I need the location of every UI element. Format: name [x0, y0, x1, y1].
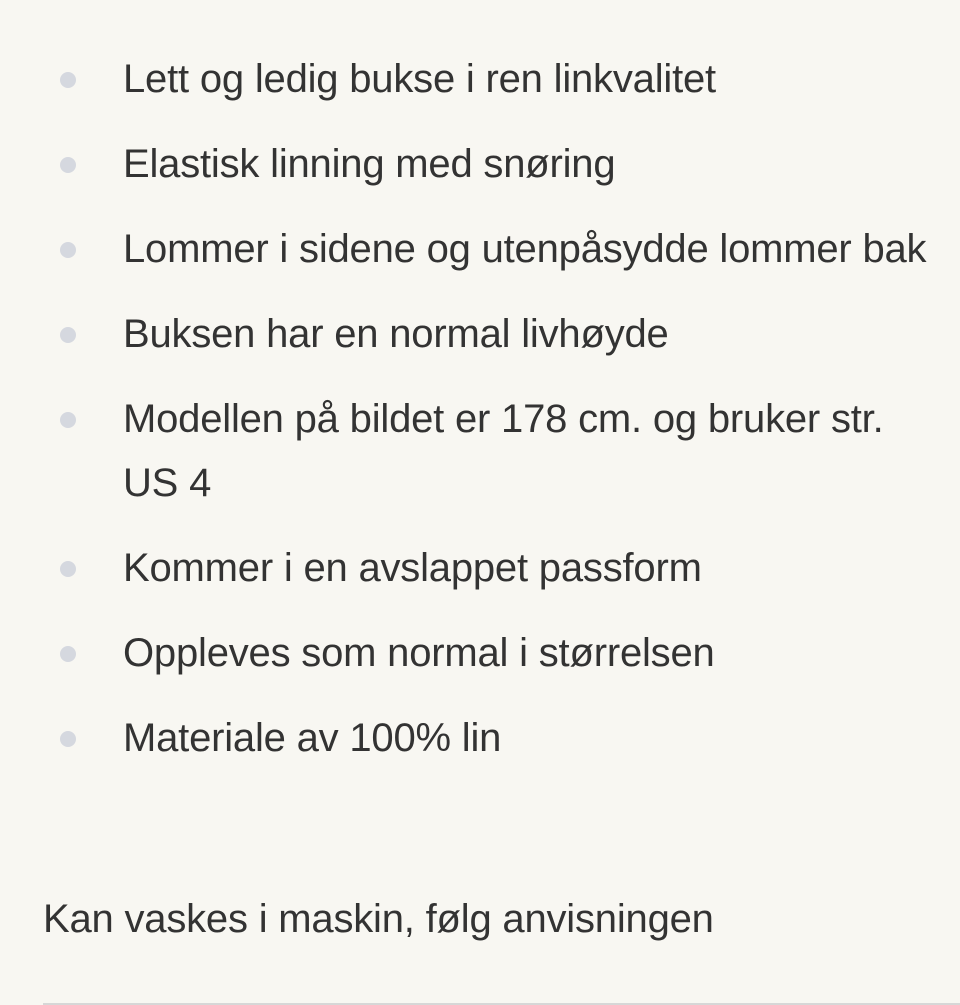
bullet-dot-icon: [60, 412, 76, 428]
feature-text: Elastisk linning med snøring: [123, 142, 616, 186]
feature-text: Lett og ledig bukse i ren linkvalitet: [123, 57, 716, 101]
feature-text: Lommer i sidene og utenpåsydde lommer bak: [123, 227, 927, 271]
feature-item: [0, 132, 960, 196]
bullet-dot-icon: [60, 561, 76, 577]
feature-text: Oppleves som normal i størrelsen: [123, 631, 715, 675]
feature-text: Kommer i en avslappet passform: [123, 546, 702, 590]
feature-text: Modellen på bildet er 178 cm. og bruker str. US 4: [123, 397, 884, 505]
bullet-dot-icon: [60, 242, 76, 258]
care-instructions: Kan vaskes i maskin, følg anvisningen: [43, 897, 714, 941]
feature-item: [0, 302, 960, 366]
feature-text: Buksen har en normal livhøyde: [123, 312, 669, 356]
feature-item: [0, 47, 960, 111]
bullet-dot-icon: [60, 72, 76, 88]
feature-item: [0, 706, 960, 770]
feature-item: [0, 217, 960, 281]
bullet-dot-icon: [60, 327, 76, 343]
bullet-dot-icon: [60, 731, 76, 747]
feature-item: [0, 536, 960, 600]
feature-item: [0, 621, 960, 685]
feature-text: Materiale av 100% lin: [123, 716, 502, 760]
feature-item: [0, 387, 960, 515]
bullet-dot-icon: [60, 646, 76, 662]
bullet-dot-icon: [60, 157, 76, 173]
feature-list: [0, 47, 960, 791]
